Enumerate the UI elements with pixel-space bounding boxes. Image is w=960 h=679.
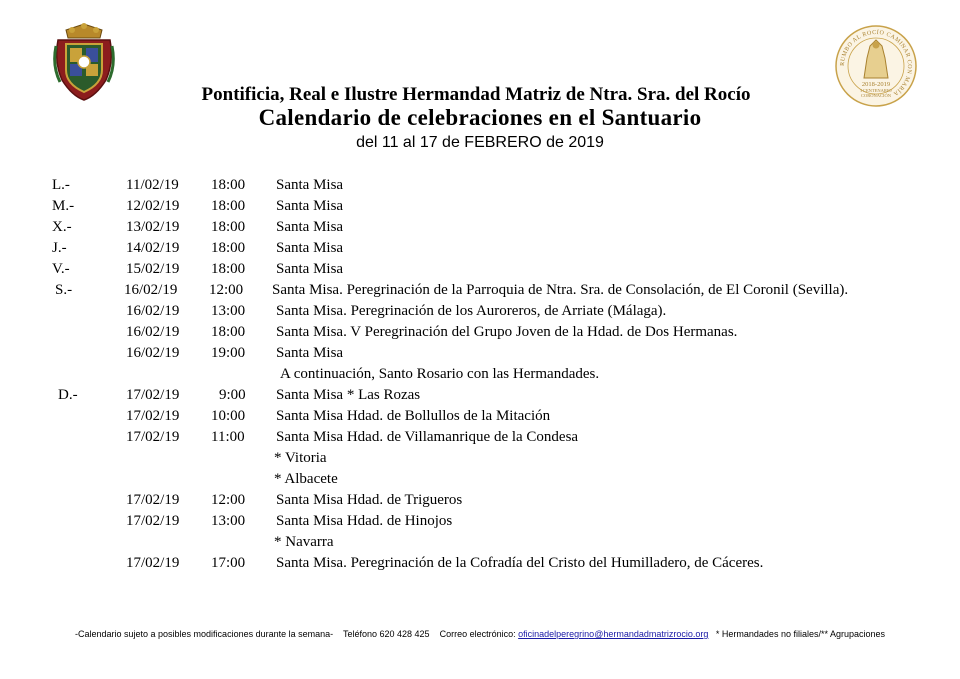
schedule-row [0, 387, 960, 408]
footer-email-label: Correo electrónico: [439, 629, 516, 639]
schedule-row [0, 261, 960, 282]
footer-legend: * Hermandades no filiales/** Agrupaciones [715, 629, 886, 639]
row-day: M.- [52, 198, 75, 214]
row-date: 17/02/19 [126, 555, 180, 571]
row-date: 13/02/19 [126, 219, 180, 235]
schedule-row [0, 240, 960, 261]
seal-years: 2018-2019 [861, 81, 891, 88]
row-description: * Navarra [274, 534, 334, 550]
row-description: A continuación, Santo Rosario con las Hermandades. [280, 366, 600, 382]
row-time: 18:00 [211, 261, 246, 277]
schedule-row [0, 282, 960, 303]
row-date: 16/02/19 [126, 303, 180, 319]
seal-label-coronacion: CORONACIÓN [860, 93, 892, 98]
calendar-title: Calendario de celebraciones en el Santuario [258, 105, 702, 130]
row-description: Santa Misa [276, 177, 344, 193]
schedule-row [0, 198, 960, 219]
row-time: 18:00 [211, 198, 246, 214]
row-date: 14/02/19 [126, 240, 180, 256]
row-date: 17/02/19 [126, 408, 180, 424]
footer-note [0, 629, 960, 639]
row-date: 17/02/19 [126, 429, 180, 445]
row-date: 17/02/19 [126, 513, 180, 529]
row-day: V.- [52, 261, 70, 277]
row-description: Santa Misa * Las Rozas [276, 387, 421, 403]
row-description: Santa Misa [276, 345, 344, 361]
row-description: Santa Misa Hdad. de Bollullos de la Mitación [276, 408, 551, 424]
brotherhood-name: Pontificia, Real e Ilustre Hermandad Matriz de Ntra. Sra. del Rocío [201, 84, 751, 105]
row-description: Santa Misa Hdad. de Hinojos [276, 513, 453, 529]
row-description: Santa Misa [276, 261, 344, 277]
row-description: Santa Misa. Peregrinación de los Auroreros, de Arriate (Málaga). [276, 303, 667, 319]
schedule-row [0, 177, 960, 198]
row-date: 12/02/19 [126, 198, 180, 214]
row-time: 18:00 [211, 324, 246, 340]
schedule-row [0, 450, 960, 471]
row-time: 12:00 [209, 282, 244, 298]
row-time: 13:00 [211, 303, 246, 319]
row-day: S.- [55, 282, 73, 298]
footer-phone: Teléfono 620 428 425 [342, 629, 430, 639]
row-time: 9:00 [219, 387, 246, 403]
row-day: L.- [52, 177, 70, 193]
schedule-row [0, 492, 960, 513]
schedule-row [0, 471, 960, 492]
row-description: Santa Misa. Peregrinación de la Cofradía del Cristo del Humilladero, de Cáceres. [276, 555, 764, 571]
row-date: 16/02/19 [124, 282, 178, 298]
schedule-row [0, 555, 960, 576]
row-time: 17:00 [211, 555, 246, 571]
row-description: * Albacete [274, 471, 338, 487]
footer-notice: -Calendario sujeto a posibles modificaciones durante la semana- [74, 629, 334, 639]
row-description: Santa Misa. V Peregrinación del Grupo Joven de la Hdad. de Dos Hermanas. [276, 324, 738, 340]
row-day: D.- [58, 387, 78, 403]
seal-ring-text: RUMBO AL ROCÍO CAMINAR CON MARÍA [839, 29, 913, 97]
schedule-row [0, 429, 960, 450]
row-date: 16/02/19 [126, 345, 180, 361]
row-time: 18:00 [211, 240, 246, 256]
row-date: 15/02/19 [126, 261, 180, 277]
row-date: 17/02/19 [126, 492, 180, 508]
row-time: 19:00 [211, 345, 246, 361]
schedule-row [0, 534, 960, 555]
schedule-row [0, 219, 960, 240]
row-description: Santa Misa. Peregrinación de la Parroquia de Ntra. Sra. de Consolación, de El Coronil (Sevilla). [272, 282, 849, 298]
schedule-row [0, 513, 960, 534]
row-date: 11/02/19 [126, 177, 179, 193]
row-time: 18:00 [211, 177, 246, 193]
row-time: 10:00 [211, 408, 246, 424]
schedule-row [0, 303, 960, 324]
schedule-row [0, 324, 960, 345]
seal-label-centenario: I CENTENARIO [860, 88, 892, 93]
row-description: * Vitoria [274, 450, 327, 466]
row-time: 18:00 [211, 219, 246, 235]
row-description: Santa Misa [276, 198, 344, 214]
row-time: 13:00 [211, 513, 246, 529]
row-date: 17/02/19 [126, 387, 180, 403]
row-description: Santa Misa [276, 219, 344, 235]
schedule-row [0, 345, 960, 366]
footer-email-link[interactable]: oficinadelperegrino@hermandadmatrizrocio.org [518, 629, 709, 639]
schedule-row [0, 366, 960, 387]
row-date: 16/02/19 [126, 324, 180, 340]
row-time: 11:00 [211, 429, 245, 445]
row-description: Santa Misa Hdad. de Trigueros [276, 492, 463, 508]
row-day: J.- [52, 240, 67, 256]
date-range-subtitle: del 11 al 17 de FEBRERO de 2019 [356, 134, 604, 151]
schedule-row [0, 408, 960, 429]
row-day: X.- [52, 219, 72, 235]
row-description: Santa Misa Hdad. de Villamanrique de la Condesa [276, 429, 579, 445]
row-time: 12:00 [211, 492, 246, 508]
row-description: Santa Misa [276, 240, 344, 256]
